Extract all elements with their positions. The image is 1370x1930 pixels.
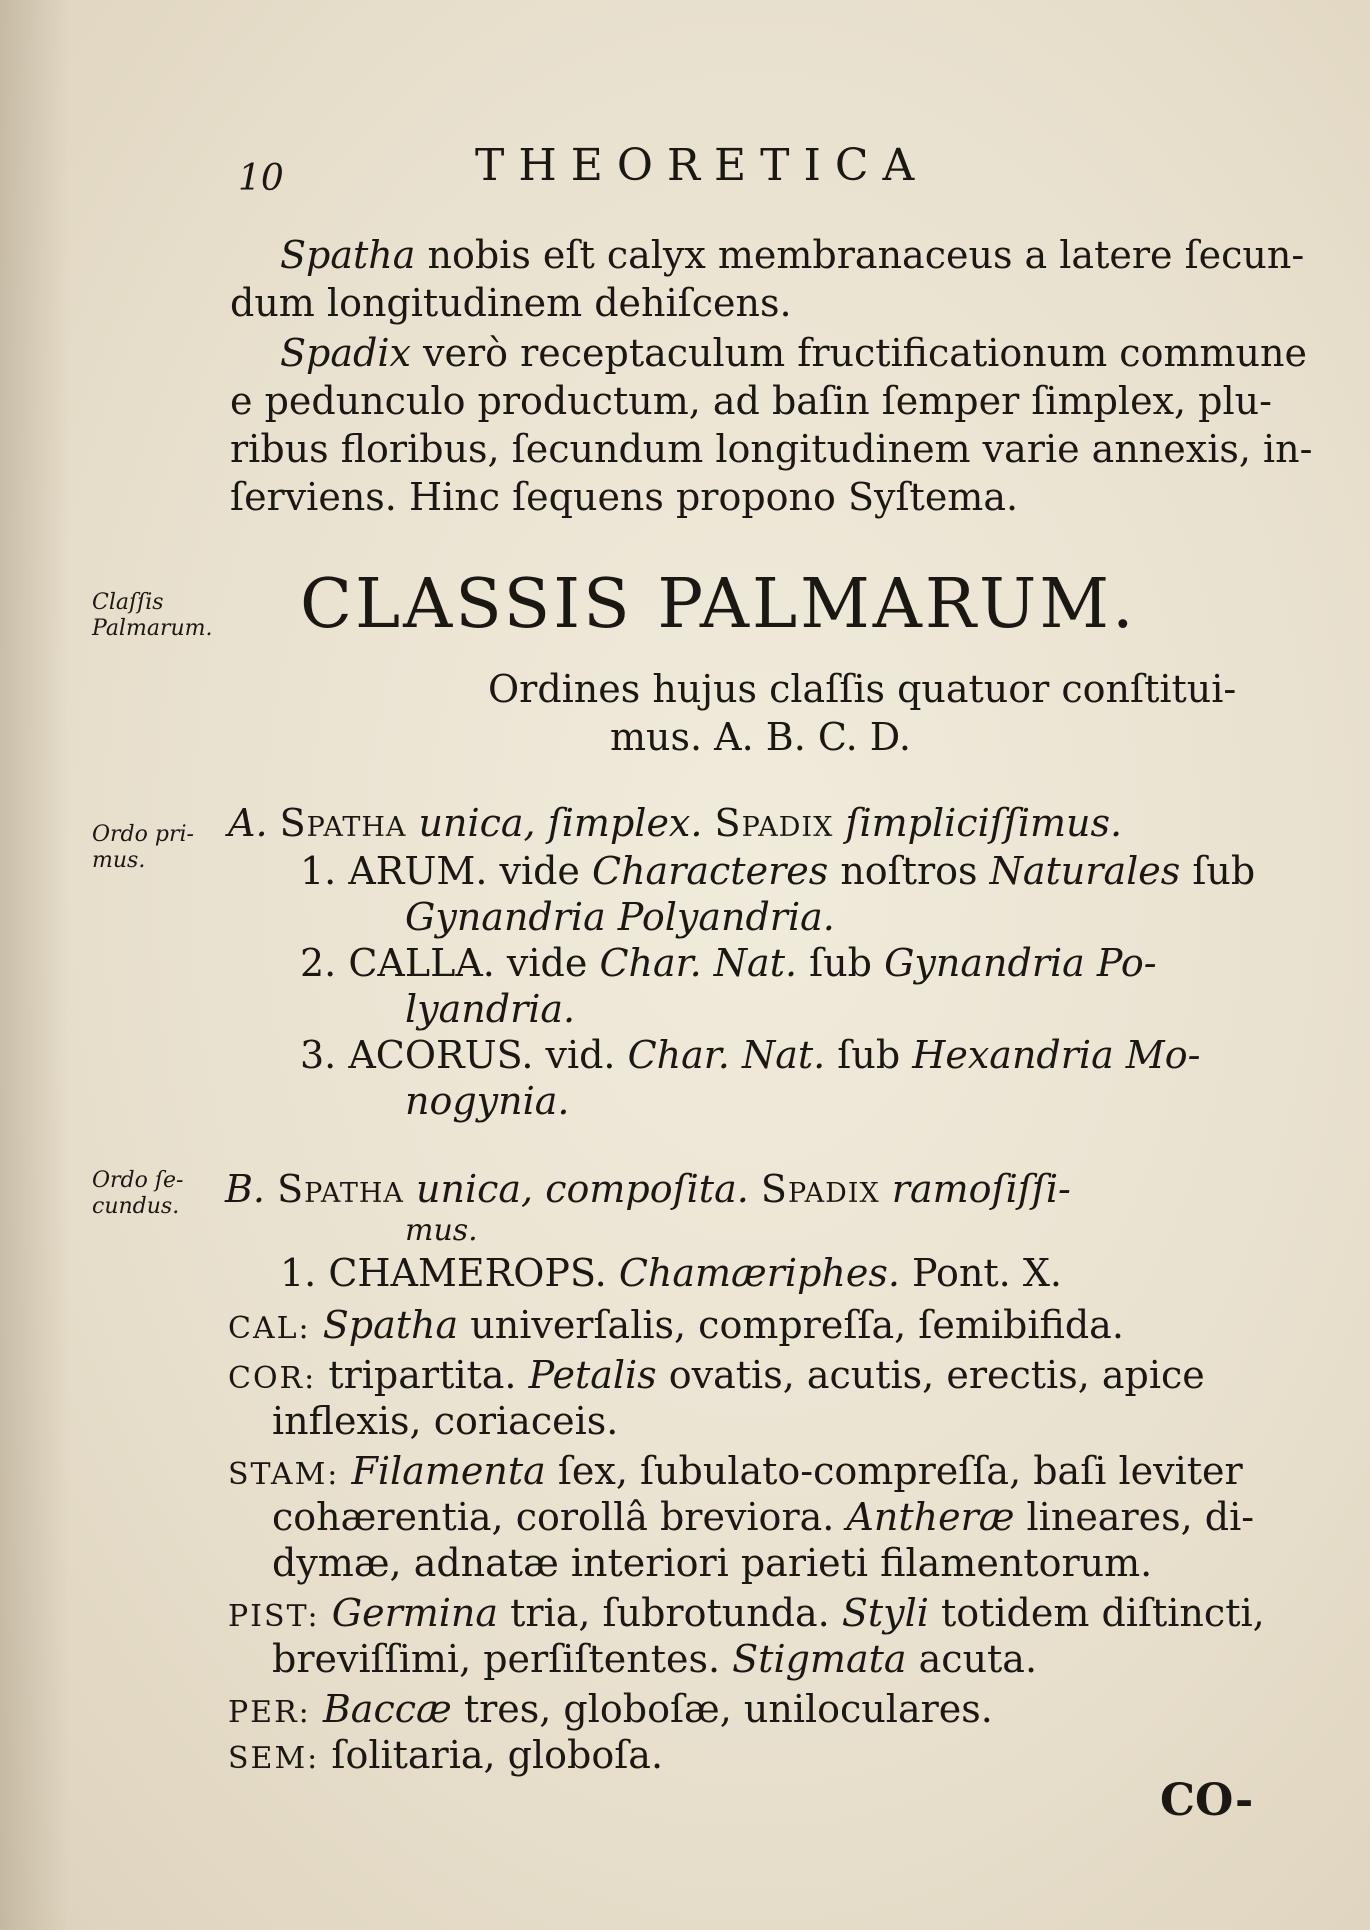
text-line: mus. A. B. C. D. [610, 715, 911, 759]
text-line: nogynia. [405, 1079, 570, 1123]
desc-cal: CAL: Spatha univerſalis, compreſſa, ſemibifida. [228, 1303, 1124, 1347]
text-line: ribus floribus, ſecundum longitudinem varie annexis, in- [230, 427, 1313, 471]
text-line: lyandria. [405, 987, 576, 1031]
text-line: Ordines hujus claſſis quatuor conſtitui- [488, 667, 1237, 711]
margin-note-ordo-secundus: Ordo ſe- cundus. [92, 1168, 184, 1219]
margin-note-classis: Claſſis Palmarum. [92, 590, 213, 641]
text-line: Spatha nobis eſt calyx membranaceus a latere ſecun- [280, 233, 1305, 277]
ordo-a-heading: A. Spatha unica, ſimplex. Spadix ſimpliciſſimus. [228, 801, 1123, 845]
genus-heading: 1. CHAMEROPS. Chamæriphes. Pont. X. [280, 1251, 1062, 1295]
running-header: THEORETICA [475, 140, 929, 191]
desc-cor: COR: tripartita. Petalis ovatis, acutis, erectis, apice [228, 1353, 1205, 1397]
text-line: mus. [405, 1213, 478, 1248]
page-gutter-shadow [0, 0, 70, 1930]
text-line: Gynandria Polyandria. [405, 895, 835, 939]
desc-pist: PIST: Germina tria, ſubrotunda. Styli totidem diſtincti, [228, 1591, 1265, 1635]
list-item: 3. ACORUS. vid. Char. Nat. ſub Hexandria Mo- [300, 1033, 1201, 1077]
desc-stam: STAM: Filamenta ſex, ſubulato-compreſſa, baſi leviter [228, 1449, 1243, 1493]
list-item: 2. CALLA. vide Char. Nat. ſub Gynandria Po- [300, 941, 1157, 985]
text-line: dum longitudinem dehiſcens. [230, 281, 792, 325]
catchword: CO- [1160, 1775, 1254, 1826]
desc-per: PER: Baccæ tres, globoſæ, uniloculares. [228, 1687, 993, 1731]
desc-sem: SEM: ſolitaria, globoſa. [228, 1733, 664, 1777]
section-heading: CLASSIS PALMARUM. [300, 565, 1137, 644]
text-line: ſerviens. Hinc ſequens propono Syſtema. [230, 475, 1019, 519]
margin-note-ordo-primus: Ordo pri- mus. [92, 822, 194, 873]
text-line: e pedunculo productum, ad baſin ſemper ſimplex, plu- [230, 379, 1272, 423]
text-line: breviſſimi, perſiſtentes. Stigmata acuta. [272, 1637, 1038, 1681]
text-line: cohærentia, corollâ breviora. Antheræ lineares, di- [272, 1495, 1255, 1539]
text-line: inflexis, coriaceis. [272, 1399, 619, 1443]
text-line: dymæ, adnatæ interiori parieti filamentorum. [272, 1541, 1153, 1585]
ordo-b-heading: B. Spatha unica, compoſita. Spadix ramoſiſſi- [225, 1167, 1071, 1211]
list-item: 1. ARUM. vide Characteres noſtros Naturales ſub [300, 849, 1256, 893]
page-number: 10 [238, 158, 284, 199]
text-line: Spadix verò receptaculum fructificationum commune [280, 331, 1307, 375]
